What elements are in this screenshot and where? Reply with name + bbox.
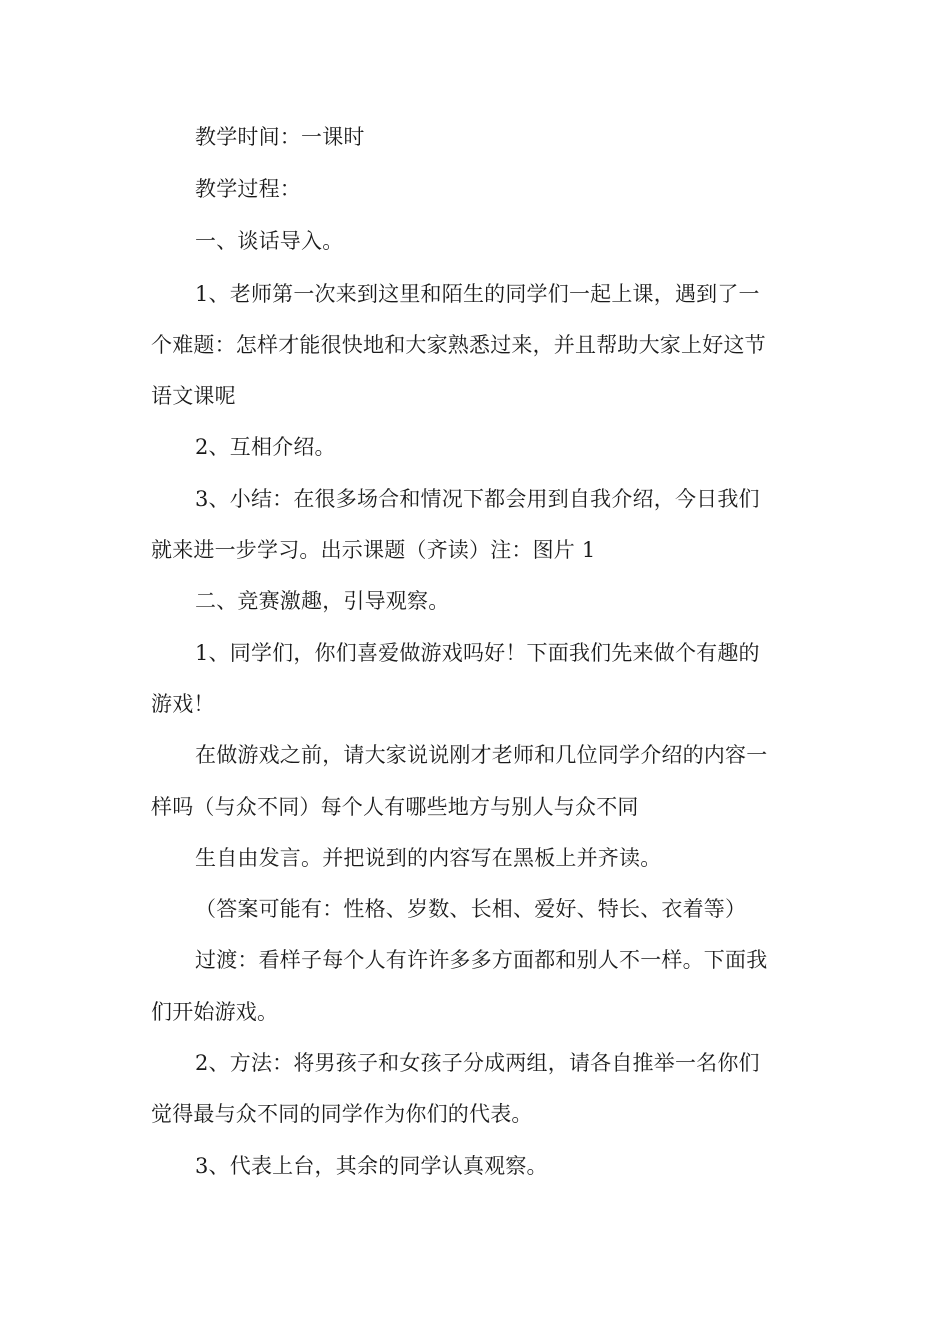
paragraph-line: 1、同学们，你们喜爱做游戏吗好！下面我们先来做个有趣的 — [195, 641, 760, 665]
paragraph-line: 1、老师第一次来到这里和陌生的同学们一起上课，遇到了一 — [195, 282, 760, 306]
paragraph-line: 3、小结：在很多场合和情况下都会用到自我介绍，今日我们 — [195, 487, 760, 511]
section-heading-2: 二、竞赛激趣，引导观察。 — [195, 589, 450, 613]
paragraph-line: 游戏！ — [151, 692, 215, 716]
paragraph-line: 在做游戏之前，请大家说说刚才老师和几位同学介绍的内容一 — [195, 743, 768, 767]
paragraph-line: 们开始游戏。 — [151, 1000, 279, 1024]
paragraph-line: 个难题：怎样才能很快地和大家熟悉过来，并且帮助大家上好这节 — [151, 333, 766, 357]
paragraph-line: 2、互相介绍。 — [195, 435, 336, 459]
paragraph-line: 2、方法：将男孩子和女孩子分成两组，请各自推举一名你们 — [195, 1051, 760, 1075]
paragraph-line: 觉得最与众不同的同学作为你们的代表。 — [151, 1102, 533, 1126]
paragraph-teaching-process: 教学过程： — [195, 177, 301, 201]
section-heading-1: 一、谈话导入。 — [195, 229, 344, 253]
paragraph-line: 语文课呢 — [151, 384, 236, 408]
paragraph-line: 样吗（与众不同）每个人有哪些地方与别人与众不同 — [151, 795, 639, 819]
paragraph-line: 就来进一步学习。出示课题（齐读）注：图片 1 — [151, 538, 596, 562]
paragraph-line: 生自由发言。并把说到的内容写在黑板上并齐读。 — [195, 846, 662, 870]
paragraph-line: 3、代表上台，其余的同学认真观察。 — [195, 1154, 548, 1178]
paragraph-teaching-time: 教学时间：一课时 — [195, 125, 365, 149]
paragraph-line: 过渡：看样子每个人有许许多多方面都和别人不一样。下面我 — [195, 948, 768, 972]
paragraph-line: （答案可能有：性格、岁数、长相、爱好、特长、衣着等） — [195, 897, 747, 921]
